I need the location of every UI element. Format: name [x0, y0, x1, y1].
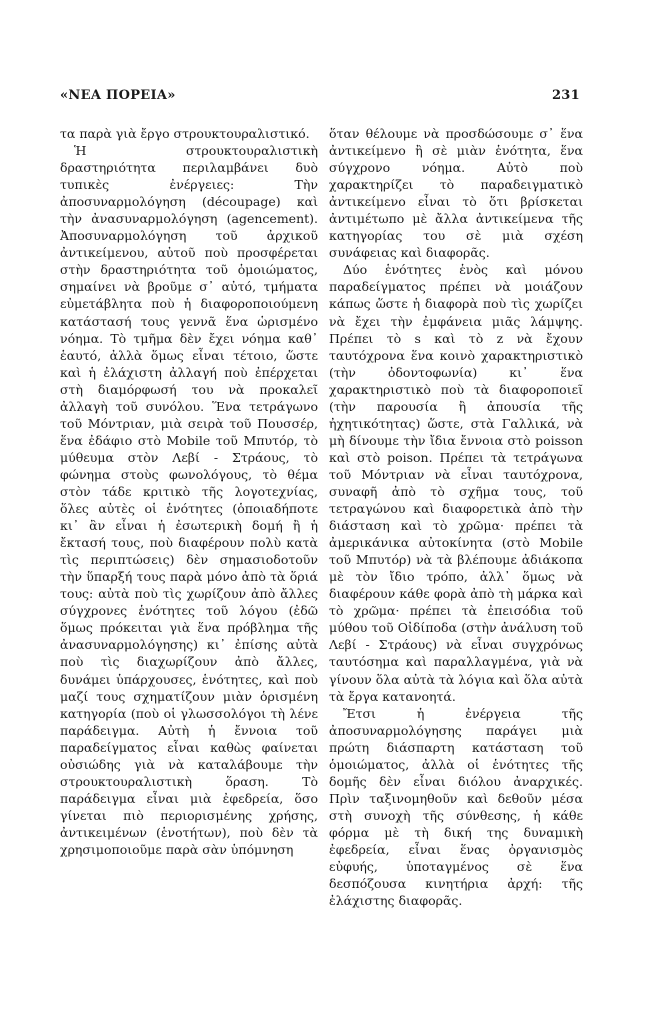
- left-column: [60, 125, 318, 858]
- paragraph: Ἔτσι ἡ ἐνέργεια τῆς ἀποσυναρμολόγησης παράγει μιὰ πρώτη διάσπαρτη κατάσταση τοῦ ὁμοιώματος, ἀλλὰ οἱ ἑνότητες τῆς δομῆς δὲν εἶναι διόλου ἀναρχικές. Πρὶν ταξινομηθοῦν καὶ δεθοῦν μέσα στὴ συνοχὴ τῆς σύνθεσης, ἡ κάθε φόρμα μὲ τὴ δική της δυναμικὴ ἐφεδρεία, εἶναι ἕνας ὀργανισμὸς εὐφυής, ὑποταγμένος σὲ ἕνα δεσπόζουσα κινητήρια ἀρχή: τῆς ἐλάχιστης διαφορᾶς.: [329, 705, 583, 909]
- right-column: [329, 125, 583, 909]
- journal-title: «ΝΕΑ ΠΟΡΕΙΑ»: [60, 88, 176, 103]
- paragraph: ὅταν θέλουμε νὰ προσδώσουμε σ᾽ ἕνα ἀντικείμενο ἢ σὲ μιὰν ἑνότητα, ἕνα σύγχρονο νόημα. Αὐτὸ ποὺ χαρακτηρίζει τὸ παραδειγματικὸ ἀντικείμενο εἶναι τὸ ὅτι βρίσκεται ἀντιμέτωπο μὲ ἄλλα ἀντικείμενα τῆς κατηγορίας του σὲ μιὰ σχέση συνάφειας καὶ διαφορᾶς.: [329, 126, 583, 261]
- running-header: [60, 88, 580, 103]
- page-number: 231: [551, 88, 580, 103]
- paragraph: Ἡ στρουκτουραλιστικὴ δραστηριότητα περιλαμβάνει δυὸ τυπικὲς ἐνέργειες: Τὴν ἀποσυναρμολόγηση (découpage) καὶ τὴν ἀνασυναρμολόγηση (agencement). Ἀποσυναρμολόγηση τοῦ ἀρχικοῦ ἀντικείμενου, αὐτοῦ ποὺ προσφέρεται στὴν δραστηριότητα τοῦ ὁμοιώματος, σημαίνει νὰ βροῦμε σ᾽ αὐτό, τμήματα εὐμετάβλητα ποὺ ἡ διαφοροποιούμενη κατάστασή τους γεννᾶ ἕνα ὡρισμένο νόημα. Τὸ τμῆμα δὲν ἔχει νόημα καθ᾽ ἑαυτό, ἀλλὰ ὅμως εἶναι τέτοιο, ὥστε καὶ ἡ ἐλάχιστη ἀλλαγή ποὺ ἐπέρχεται στὴ διαμόρφωσή του νὰ προκαλεῖ ἀλλαγὴ τοῦ συνόλου. Ἕνα τετράγωνο τοῦ Μόντριαν, μιὰ σειρὰ τοῦ Πουσσέρ, ἕνα ἐδάφιο στὸ Mobile τοῦ Μπυτόρ, τὸ μύθευμα στὸν Λεβί - Στράους, τὸ φώνημα στοὺς φωνολόγους, τὸ θέμα στὸν τάδε κριτικὸ τῆς λογοτεχνίας, ὅλες αὐτὲς οἱ ἑνότητες (ὁποιαδήποτε κι᾽ ἂν εἶναι ἡ ἐσωτερικὴ δομή ἢ ἡ ἔκτασή τους, ποὺ διαφέρουν πολὺ κατὰ τὶς περιπτώσεις) δὲν σημασιοδοτοῦν τὴν ὕπαρξή τους παρὰ μόνο ἀπὸ τὰ ὅριά τους: αὐτὰ ποὺ τὶς χωρίζουν ἀπὸ ἄλλες σύγχρονες ἑνότητες τοῦ λόγου (ἐδῶ ὅμως πρόκειται γιὰ ἕνα πρόβλημα τῆς ἀνασυναρμολόγησης) κι᾽ ἐπίσης αὐτὰ ποὺ τὶς διαχωρίζουν ἀπὸ ἄλλες, δυνάμει ὑπάρχουσες, ἑνότητες, καὶ ποὺ μαζί τους σχηματίζουν μιὰν ὁρισμένη κατηγορία (ποὺ οἱ γλωσσολόγοι τὴ λένε παράδειγμα. Αὐτὴ ἡ ἔννοια τοῦ παραδείγματος εἶναι καθὼς φαίνεται οὐσιώδης γιὰ νὰ καταλάβουμε τὴν στρουκτουραλιστικὴ ὅραση. Τὸ παράδειγμα εἶναι μιὰ ἐφεδρεία, ὅσο γίνεται πιὸ περιορισμένης χρήσης, ἀντικειμένων (ἑνοτήτων), ποὺ δὲν τὰ χρησιμοποιοῦμε παρὰ σὰν ὑπόμνηση: [60, 143, 318, 857]
- paragraph: τα παρὰ γιὰ ἔργο στρουκτουραλιστικό.: [60, 126, 310, 141]
- paragraph: Δύο ἑνότητες ἑνὸς καὶ μόνου παραδείγματος πρέπει νὰ μοιάζουν κάπως ὥστε ἡ διαφορὰ ποὺ τὶς χωρίζει νὰ ἔχει τὴν ἐμφάνεια μιᾶς λάμψης. Πρέπει τὸ s καὶ τὸ z νὰ ἔχουν ταυτόχρονα ἕνα κοινὸ χαρακτηριστικὸ (τὴν ὀδοντοφωνία) κι᾽ ἕνα χαρακτηριστικὸ ποὺ τὰ διαφοροποιεῖ (τὴν παρουσία ἢ ἀπουσία τῆς ἠχητικότητας) ὥστε, στὰ Γαλλικά, νὰ μὴ δίνουμε τὴν ἴδια ἔννοια στὸ poisson καὶ στὸ poison. Πρέπει τὰ τετράγωνα τοῦ Μόντριαν νὰ εἶναι ταυτόχρονα, συναφῆ ἀπὸ τὸ σχῆμα τους, τοῦ τετραγώνου καὶ διαφορετικὰ ἀπὸ τὴν διάσταση καὶ τὸ χρῶμα· πρέπει τὰ ἀμερικάνικα αὐτοκίνητα (στὸ Mobile τοῦ Μπυτόρ) νὰ τὰ βλέπουμε ἀδιάκοπα μὲ τὸν ἴδιο τρόπο, ἀλλ᾽ ὅμως νὰ διαφέρουν κάθε φορὰ ἀπὸ τὴ μάρκα καὶ τὸ χρῶμα· πρέπει τὰ ἐπεισόδια τοῦ μύθου τοῦ Οἰδίποδα (στὴν ἀνάλυση τοῦ Λεβί - Στράους) νὰ εἶναι συγχρόνως ταυτόσημα καὶ παραλλαγμένα, γιὰ νὰ γίνουν ὅλα αὐτὰ τὰ λόγια καὶ ὅλα αὐτὰ τὰ ἔργα κατανοητά.: [329, 262, 583, 704]
